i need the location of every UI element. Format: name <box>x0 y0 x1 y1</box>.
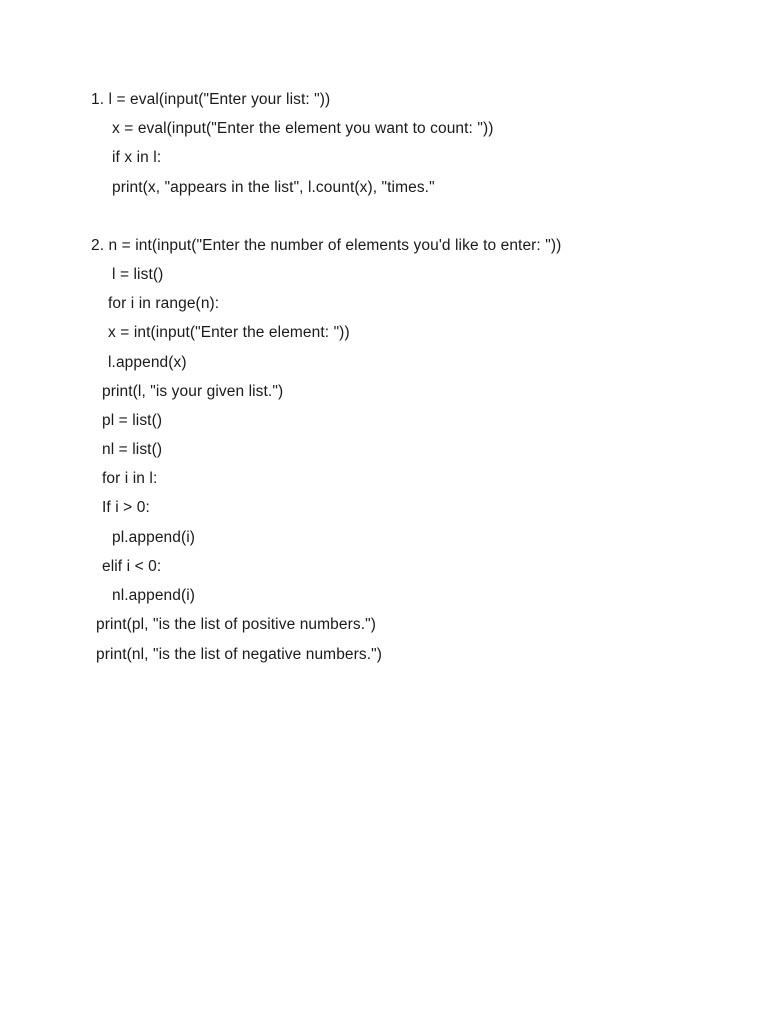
code-line-1-2: x = eval(input("Enter the element you want to count: ")) <box>112 120 494 137</box>
code-line-1-4: print(x, "appears in the list", l.count(x), "times." <box>112 179 435 196</box>
code-line-2-3: for i in range(n): <box>108 295 220 312</box>
code-line-2-7: pl = list() <box>102 412 163 429</box>
code-line-2-9: for i in l: <box>102 470 158 487</box>
code-line-2-6: print(l, "is your given list.") <box>102 383 284 400</box>
code-line-2-14: print(pl, "is the list of positive numbers.") <box>96 616 376 633</box>
code-line-2-12: elif i < 0: <box>102 558 162 575</box>
code-line-2-15: print(nl, "is the list of negative numbers.") <box>96 646 383 663</box>
code-line-2-2: l = list() <box>112 266 164 283</box>
code-line-2-5: l.append(x) <box>108 354 187 371</box>
code-line-2-10: If i > 0: <box>102 499 150 516</box>
code-line-2-1: 2. n = int(input("Enter the number of elements you'd like to enter: ")) <box>91 237 562 254</box>
code-line-2-11: pl.append(i) <box>112 529 196 546</box>
code-line-2-4: x = int(input("Enter the element: ")) <box>108 324 350 341</box>
code-line-1-3: if x in l: <box>112 149 162 166</box>
code-line-2-8: nl = list() <box>102 441 163 458</box>
code-line-2-13: nl.append(i) <box>112 587 196 604</box>
code-line-1-1: 1. l = eval(input("Enter your list: ")) <box>91 91 331 108</box>
